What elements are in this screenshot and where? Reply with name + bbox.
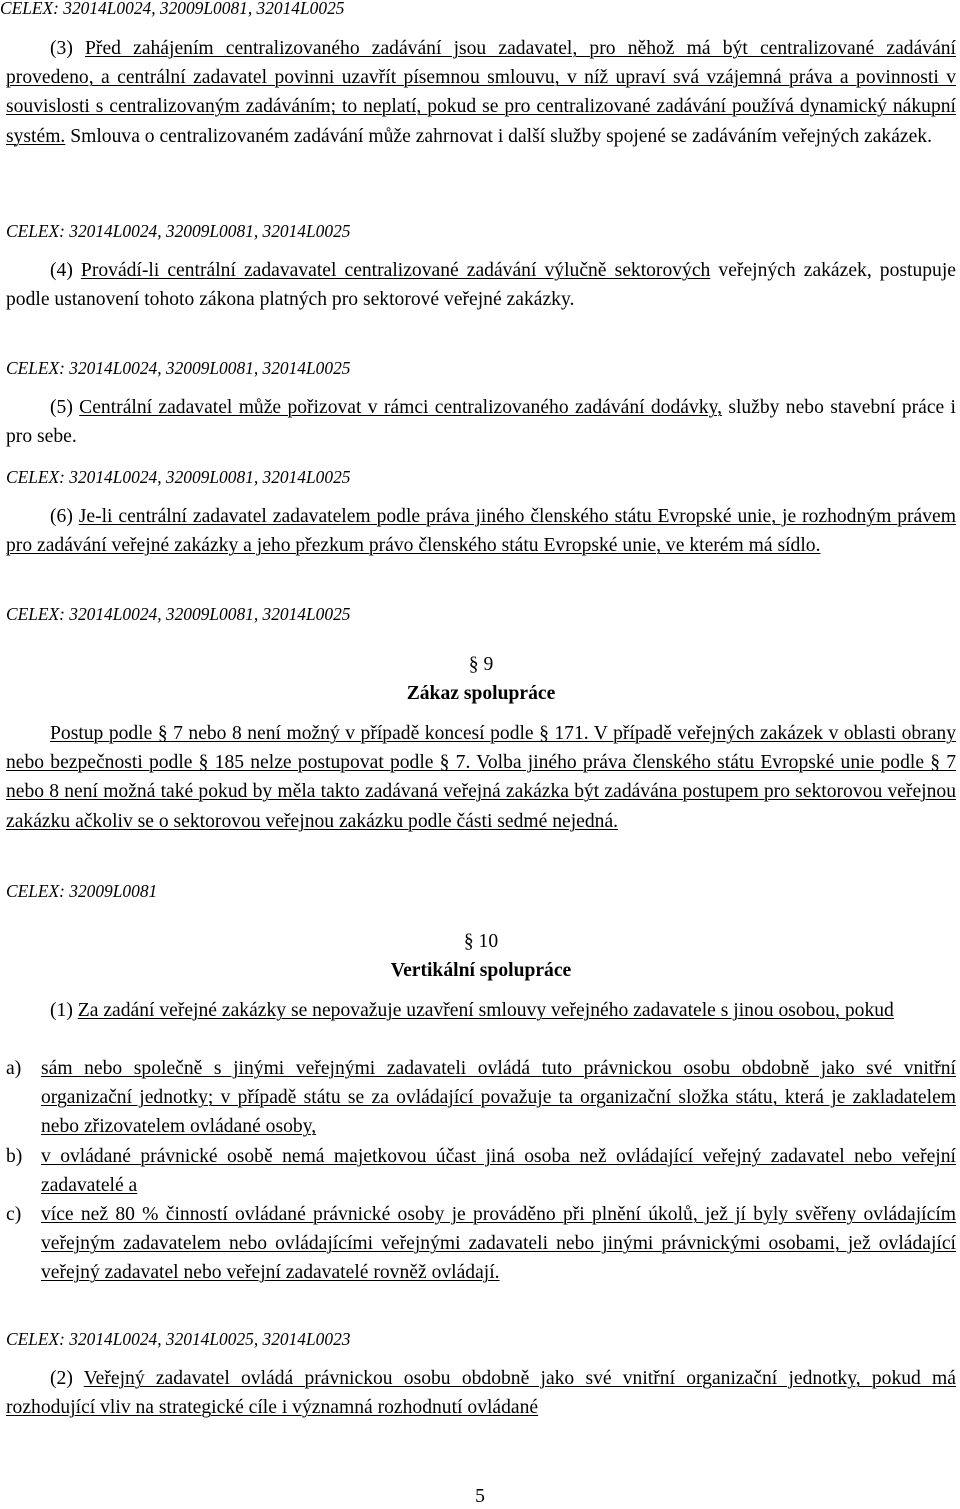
- list-item-text: více než 80 % činností ovládané právnické osoby je prováděno při plnění úkolů, jež jí byly svěřeny ovládajícím veřejným zadavatelem nebo ovládajícími veřejnými zadavateli nebo jinými právnickými osobami, jež ovládající veřejný zadavatel nebo veřejní zadavatelé rovněž ovládají.: [41, 1204, 956, 1284]
- section-10-paragraph-1: [6, 996, 956, 1025]
- paragraph-number: (4): [50, 260, 81, 281]
- paragraph-text: Smlouva o centralizovaném zadávání může zahrnovat i další služby spojené se zadáváním veřejných zakázek.: [65, 125, 932, 147]
- amended-text: Veřejný zadavatel ovládá právnickou osobu obdobně jako své vnitřní organizační jednotky, pokud má rozhodující vliv na strategické cíle i významná rozhodnutí ovládané: [6, 1368, 956, 1419]
- section-10-paragraph-2: [6, 1364, 956, 1422]
- celex-reference: CELEX: 32014L0024, 32009L0081, 32014L0025: [6, 467, 351, 487]
- paragraph-number: (3): [50, 38, 86, 59]
- paragraph-number: (5): [50, 397, 80, 418]
- celex-reference: CELEX: 32014L0024, 32009L0081, 32014L0025: [6, 604, 351, 624]
- section-10-heading: [6, 927, 956, 985]
- list-marker: c): [6, 1204, 22, 1225]
- paragraph-text: služby nebo stavební práce i pro sebe.: [6, 397, 957, 448]
- amended-text: Před zahájením centralizovaného zadávání jsou zadavatel, pro něhož má být centralizované zadávání provedeno, a centrální zadavatel povinni uzavřít písemnou smlouvu, v níž upraví svá vzájemná práva a povinnosti v souvislosti s centralizovaným zadáváním; to neplatí, pokud se pro centralizované zadávání používá dynamický nákupní systém.: [6, 38, 957, 147]
- paragraph-3: [6, 34, 956, 151]
- paragraph-4: [6, 256, 956, 314]
- amended-text: Je-li centrální zadavatel zadavatelem podle práva jiného členského státu Evropské unie, je rozhodným právem pro zadávání veřejné zakázky a jeho přezkum právo členského státu Evropské unie, ve kterém má sídlo.: [6, 506, 956, 557]
- amended-text: Centrální zadavatel může pořizovat v rámci centralizovaného zadávání dodávky,: [79, 397, 722, 418]
- list-item-text: v ovládané právnické osobě nemá majetkovou účast jiná osoba než ovládající veřejný zadavatel nebo veřejní zadavatelé a: [41, 1146, 956, 1197]
- amended-text: Postup podle § 7 nebo 8 není možný v případě koncesí podle § 171. V případě veřejných zakázek v oblasti obrany nebo bezpečnosti podle § 185 nelze postupovat podle § 7. Volba jiného práva členského státu Evropské unie podle § 7 nebo 8 není možná také pokud by měla takto zadávaná veřejná zakázka být zadávána postupem pro sektorovou veřejnou zakázku ačkoliv se o sektorovou veřejnou zakázku podle části sedmé nejedná.: [6, 723, 956, 832]
- celex-reference: CELEX: 32014L0024, 32014L0025, 32014L0023: [6, 1329, 351, 1349]
- list-item: [6, 1200, 956, 1288]
- section-title: Zákaz spolupráce: [406, 683, 556, 704]
- paragraph-5: [6, 393, 956, 451]
- section-number: § 10: [463, 931, 499, 952]
- section-title: Vertikální spolupráce: [390, 960, 572, 981]
- paragraph-6: [6, 502, 956, 560]
- section-number: § 9: [468, 654, 494, 675]
- page-number: 5: [475, 1486, 485, 1507]
- celex-reference: CELEX: 32014L0024, 32009L0081, 32014L0025: [6, 358, 351, 378]
- celex-reference: CELEX: 32014L0024, 32009L0081, 32014L0025: [6, 221, 351, 241]
- list-item: [6, 1142, 956, 1200]
- section-9-text: [6, 719, 956, 836]
- paragraph-number: (1): [50, 1000, 78, 1021]
- amended-text: Provádí-li centrální zadavavatel centralizované zadávání výlučně sektorových: [80, 260, 711, 281]
- paragraph-text: veřejných zakázek, postupuje podle ustanovení tohoto zákona platných pro sektorové veřejné zakázky.: [6, 260, 956, 311]
- amended-text: Za zadání veřejné zakázky se nepovažuje uzavření smlouvy veřejného zadavatele s jinou osobou, pokud: [77, 1000, 894, 1021]
- list-item: [6, 1054, 956, 1142]
- section-9-heading: [6, 650, 956, 708]
- list-marker: b): [6, 1146, 23, 1167]
- paragraph-number: (6): [50, 506, 79, 527]
- celex-reference: CELEX: 32014L0024, 32009L0081, 32014L0025: [0, 0, 345, 18]
- list-marker: a): [6, 1058, 22, 1079]
- paragraph-number: (2): [50, 1368, 84, 1389]
- celex-reference: CELEX: 32009L0081: [6, 881, 158, 901]
- list-item-text: sám nebo společně s jinými veřejnými zadavateli ovládá tuto právnickou osobu obdobně jako své vnitřní organizační jednotky; v případě státu se za ovládající považuje ta organizační složka státu, která je zakladatelem nebo zřizovatelem ovládané osoby,: [41, 1058, 956, 1138]
